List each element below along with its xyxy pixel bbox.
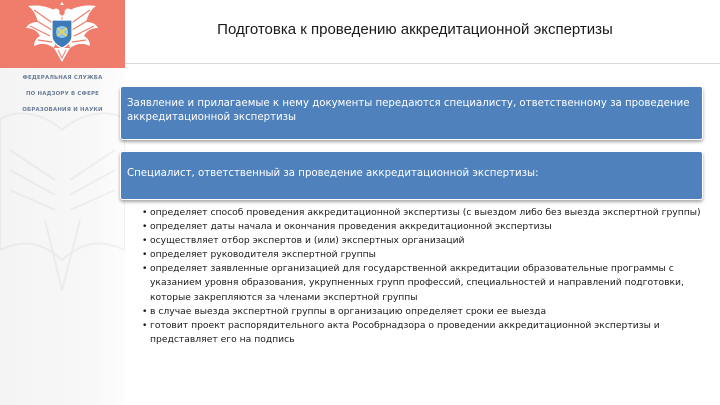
responsibilities-list	[142, 206, 702, 347]
bullet-icon: •	[142, 305, 148, 317]
list-item: • осуществляет отбор экспертов и (или) экспертных организаций	[142, 234, 702, 248]
specialist-text: Специалист, ответственный за проведение аккредитационной экспертизы:	[127, 168, 539, 179]
list-item: • определяет способ проведения аккредитационной экспертизы (с выездом либо без выезда экспертной группы)	[142, 206, 702, 220]
agency-line-2: ПО НАДЗОРУ В СФЕРЕ	[25, 91, 100, 97]
agency-line-1: ФЕДЕРАЛЬНАЯ СЛУЖБА	[22, 75, 103, 81]
left-sidebar	[0, 0, 125, 405]
bullet-icon: •	[142, 207, 148, 218]
list-item: • определяет заявленные организацией для государственной аккредитации образовательные программы с указанием уровня образования, укрупненных групп профессий, специальностей и направлений подготовки, которые закрепляются за членами экспертной группы	[142, 263, 684, 303]
double-headed-eagle-emblem-icon	[24, 2, 100, 66]
page-title: Подготовка к проведению аккредитационной экспертизы	[217, 21, 613, 38]
bullet-icon: •	[142, 249, 148, 261]
watermark-eagle-icon	[0, 90, 125, 390]
specialist-box	[120, 151, 703, 200]
documents-transfer-box	[120, 86, 703, 140]
list-item: • определяет даты начала и окончания проведения аккредитационной экспертизы	[142, 220, 702, 234]
list-item: • готовит проект распорядительного акта Рособрнадзора о проведении аккредитационной экспертизы и представляет его на подпись	[142, 319, 660, 345]
list-item: • определяет руководителя экспертной группы	[142, 248, 702, 262]
emblem-box	[0, 0, 125, 68]
list-item: • в случае выезда экспертной группы в организацию определяет сроки ее выезда	[142, 305, 702, 319]
bullet-icon: •	[142, 263, 148, 275]
bullet-icon: •	[142, 319, 148, 331]
bullet-icon: •	[142, 235, 148, 247]
title-divider	[125, 63, 720, 64]
agency-line-3: ОБРАЗОВАНИЯ И НАУКИ	[22, 107, 103, 113]
bullet-icon: •	[142, 221, 148, 233]
documents-transfer-text: Заявление и прилагаемые к нему документы передаются специалисту, ответственному за проведение аккредитационной экспертизы	[127, 98, 690, 123]
